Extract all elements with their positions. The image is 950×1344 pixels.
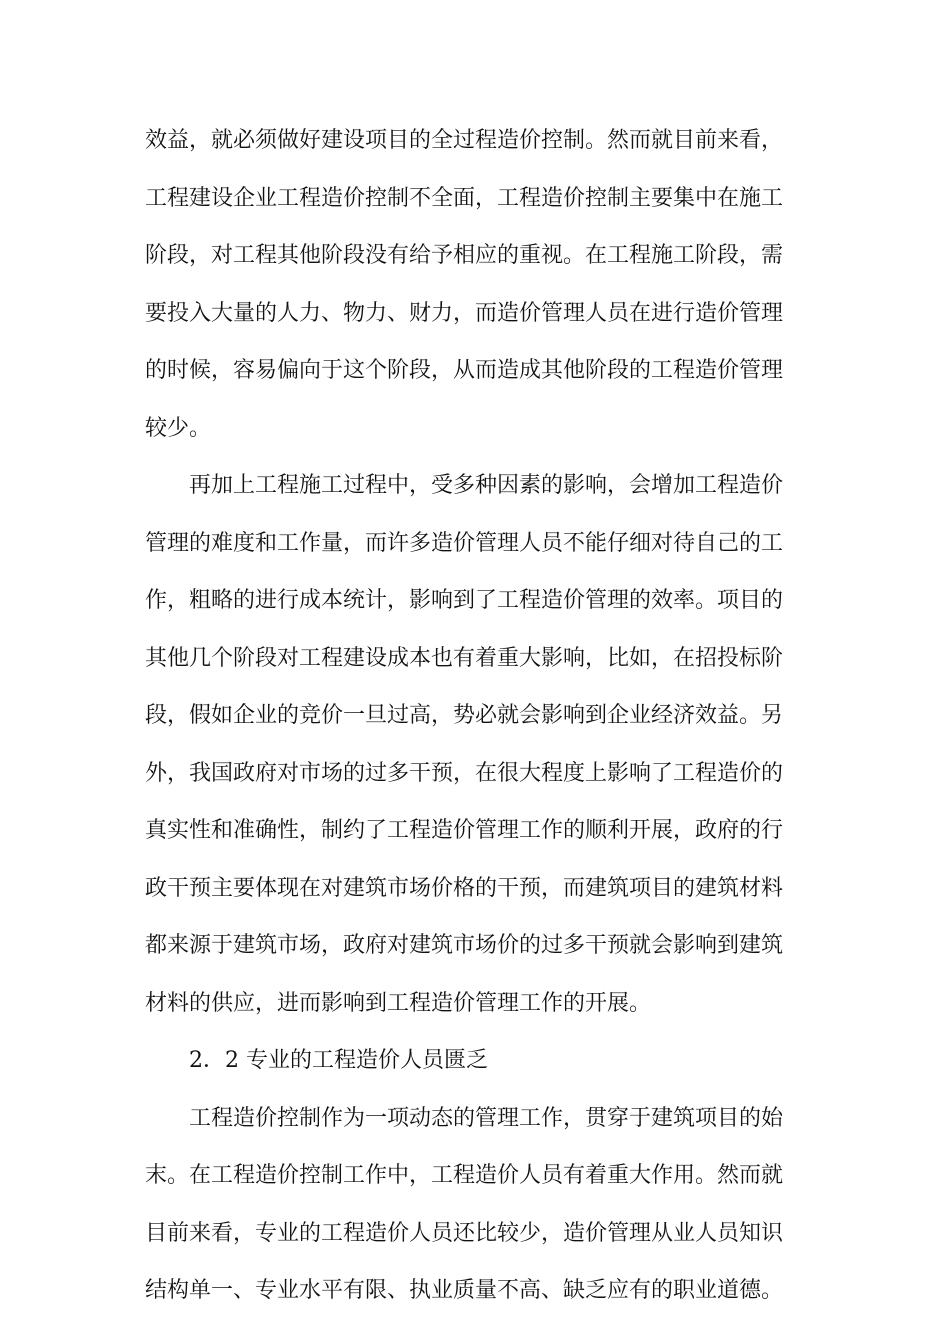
paragraph-start-line: 再加上工程施工过程中，受多种因素的影响，会增加工程造价 xyxy=(189,473,784,498)
text-line: 目前来看，专业的工程造价人员还比较少，造价管理从业人员知识 xyxy=(145,1220,784,1246)
body-text xyxy=(145,112,805,1320)
text-line: 管理的难度和工作量，而许多造价管理人员不能仔细对待自己的工 xyxy=(145,530,784,556)
text-line: 要投入大量的人力、物力、财力，而造价管理人员在进行造价管理 xyxy=(145,300,784,326)
text-line: 段，假如企业的竞价一旦过高，势必就会影响到企业经济效益。另 xyxy=(145,703,784,728)
text-line: 其他几个阶段对工程建设成本也有着重大影响，比如，在招投标阶 xyxy=(145,645,784,671)
text-line: 的时候，容易偏向于这个阶段，从而造成其他阶段的工程造价管理 xyxy=(145,358,784,383)
text-line: 工程建设企业工程造价控制不全面，工程造价控制主要集中在施工 xyxy=(145,185,784,211)
text-line: 外，我国政府对市场的过多干预，在很大程度上影响了工程造价的 xyxy=(145,760,784,786)
text-line: 结构单一、专业水平有限、执业质量不高、缺乏应有的职业道德。 xyxy=(145,1278,784,1303)
text-line: 真实性和准确性，制约了工程造价管理工作的顺利开展，政府的行 xyxy=(145,818,784,843)
text-line: 作，粗略的进行成本统计，影响到了工程造价管理的效率。项目的 xyxy=(145,588,784,613)
section-heading: 2．2 专业的工程造价人员匮乏 xyxy=(189,1048,488,1073)
text-line: 末。在工程造价控制工作中，工程造价人员有着重大作用。然而就 xyxy=(145,1163,784,1188)
text-line: 政干预主要体现在对建筑市场价格的干预，而建筑项目的建筑材料 xyxy=(145,875,784,901)
text-line: 阶段，对工程其他阶段没有给予相应的重视。在工程施工阶段，需 xyxy=(145,243,784,268)
text-line: 效益，就必须做好建设项目的全过程造价控制。然而就目前来看， xyxy=(145,128,784,153)
text-line: 较少。 xyxy=(145,415,212,441)
paragraph-start-line: 工程造价控制作为一项动态的管理工作，贯穿于建筑项目的始 xyxy=(189,1105,784,1131)
text-line: 都来源于建筑市场，政府对建筑市场价的过多干预就会影响到建筑 xyxy=(145,933,784,958)
text-line: 材料的供应，进而影响到工程造价管理工作的开展。 xyxy=(145,990,652,1016)
